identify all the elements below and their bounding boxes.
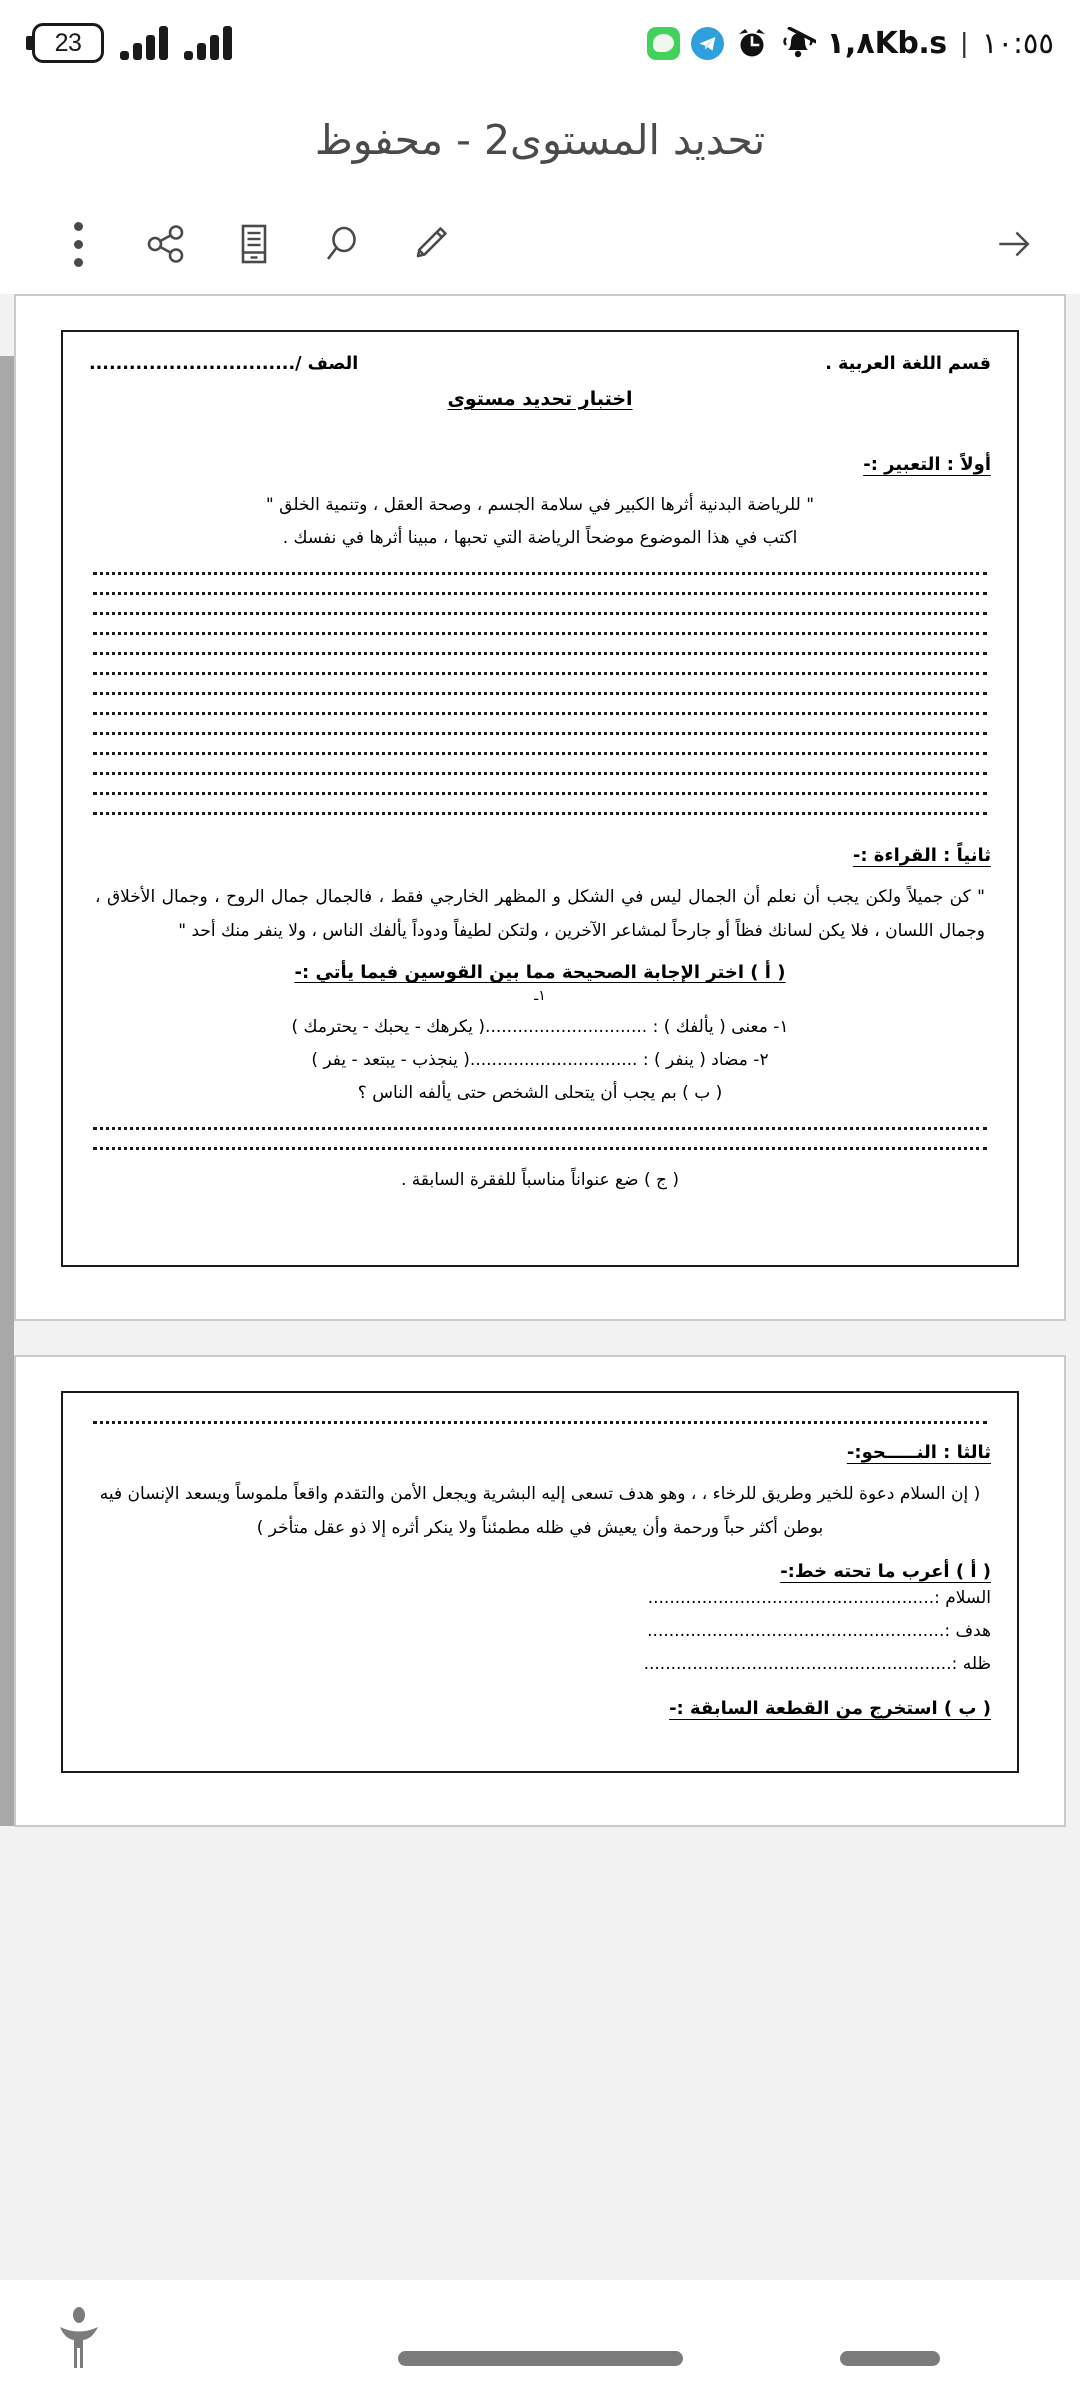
exam-title: اختبار تحديد مستوى — [447, 388, 633, 410]
accessibility-button[interactable] — [52, 2306, 106, 2372]
more-vertical-icon — [74, 222, 83, 267]
document-page-2 — [14, 1355, 1066, 1826]
share-icon — [143, 221, 189, 267]
department-label: قسم اللغة العربية . — [825, 354, 991, 374]
document-header-row — [89, 354, 991, 374]
share-button[interactable] — [122, 200, 210, 288]
telegram-icon — [691, 27, 724, 60]
edit-button[interactable] — [386, 200, 474, 288]
search-button[interactable] — [298, 200, 386, 288]
page-2-content — [61, 1391, 1019, 1772]
section-2 — [89, 839, 991, 1197]
toolbar-left-group — [0, 200, 474, 288]
document-scroll-area[interactable] — [0, 294, 1080, 2280]
signal-bars-icon-2 — [184, 26, 232, 60]
status-bar-right — [647, 26, 1054, 61]
messages-icon — [647, 27, 680, 60]
section-2-passage: " كن جميلاً ولكن يجب أن نعلم أن الجمال ليس في الشكل و المظهر الخارجي فقط ، فالجمال جمال الروح ، وجمال الأخلاق ، وجمال اللسان ، فلا يكن لسانك فظاً أو جارحاً لمشاعر الآخرين ، ولتكن لطيفاً ودوداً يألفك الناس ، ولا ينفر منك أحد " — [95, 887, 985, 942]
arrow-right-icon — [992, 221, 1036, 267]
gap — [89, 1150, 991, 1164]
section-1-title: أولاً : التعبير :- — [863, 454, 991, 475]
gap — [89, 866, 991, 880]
question-a-item-2: ٢- مضاد ( ينفر ) : ...............................( ينجذب - يبتعد - يفر ) — [311, 1049, 769, 1070]
question-b: ( ب ) بم يجب أن يتحلى الشخص حتى يألفه الناس ؟ — [357, 1082, 723, 1103]
page2-question-a-title: ( أ ) أعرب ما تحته خط:- — [780, 1561, 991, 1583]
title-bar — [0, 86, 1080, 194]
gap — [89, 410, 991, 434]
question-c: ( ج ) ضع عنواناً مناسباً للفقرة السابقة . — [400, 1170, 679, 1190]
parse-item-1: السلام :..................................................... — [647, 1588, 991, 1609]
battery-icon — [26, 23, 104, 63]
answer-line[interactable] — [93, 792, 987, 795]
gap — [89, 1719, 991, 1743]
search-icon — [319, 221, 365, 267]
section-1-quote: " للرياضة البدنية أثرها الكبير في سلامة الجسم ، وصحة العقل ، وتنمية الخلق " — [265, 495, 815, 515]
page-1-content — [61, 330, 1019, 1267]
answer-line[interactable] — [93, 592, 987, 595]
parse-item-2: هدف :....................................................... — [647, 1621, 991, 1642]
section-1 — [89, 434, 991, 555]
back-button[interactable] — [992, 200, 1080, 288]
gap — [89, 1424, 991, 1438]
gap — [89, 475, 991, 489]
answer-line[interactable] — [93, 712, 987, 715]
page2-question-a — [89, 1559, 991, 1681]
exam-title-wrap — [89, 388, 991, 410]
section-3 — [89, 1438, 991, 1545]
signal-bars-icon — [120, 26, 168, 60]
answer-line[interactable] — [93, 632, 987, 635]
document-outline-icon — [232, 221, 276, 267]
section-3-title: ثالثا : النـــــحو:- — [846, 1442, 991, 1464]
gap — [89, 374, 991, 388]
section-1-answer-lines — [89, 572, 991, 815]
gap — [89, 1197, 991, 1237]
question-a-marker: ١ـ — [534, 988, 546, 1005]
home-indicator[interactable] — [398, 2351, 683, 2366]
page-title: تحديد المستوى2 - محفوظ — [314, 116, 766, 164]
status-bar-left — [26, 23, 232, 63]
gap — [89, 815, 991, 839]
answer-line[interactable] — [93, 572, 987, 575]
navigation-bar — [0, 2280, 1080, 2400]
accessibility-icon — [52, 2306, 106, 2372]
network-speed-text: ١,٨Kb.s — [826, 25, 947, 61]
answer-line[interactable] — [93, 672, 987, 675]
pencil-icon — [407, 221, 453, 267]
grade-field-label: الصف /............................... — [89, 354, 359, 374]
overflow-menu-button[interactable] — [34, 200, 122, 288]
section-2-title: ثانياً : القراءة :- — [852, 845, 991, 867]
page-separator — [0, 1321, 1080, 1355]
answer-line[interactable] — [93, 652, 987, 655]
section-3-passage: ( إن السلام دعوة للخير وطريق للرخاء ، ، وهو هدف تسعى إليه البشرية ويجعل الأمن والتقدم واقعاً ملموساً ويسعد الإنسان فيه بوطن أكثر حباً ورحمة وأن يعيش في ظله مطمئناً ولا ينكر أثره إلا ذو عقل متأخر ) — [99, 1484, 981, 1539]
vertical-scrollbar[interactable] — [0, 356, 14, 1826]
answer-line[interactable] — [93, 772, 987, 775]
recents-indicator[interactable] — [840, 2351, 940, 2366]
parse-item-3: ظله :......................................................... — [643, 1654, 991, 1675]
question-a-title: ( أ ) اختر الإجابة الصحيحة مما بين القوسين فيما يأتي :- — [294, 962, 786, 984]
toolbar — [0, 194, 1080, 294]
answer-line[interactable] — [93, 1127, 987, 1130]
page2-question-b — [89, 1696, 991, 1719]
answer-line[interactable] — [93, 732, 987, 735]
page2-question-b-title: ( ب ) استخرج من القطعة السابقة :- — [669, 1697, 991, 1719]
answer-line[interactable] — [93, 752, 987, 755]
alarm-clock-icon — [735, 26, 769, 60]
question-a-title-wrap — [89, 962, 991, 983]
section-1-instruction: اكتب في هذا الموضوع موضحاً الرياضة التي تحبها ، مبينا أثرها في نفسك . — [282, 528, 798, 549]
status-separator: | — [960, 27, 968, 58]
outline-button[interactable] — [210, 200, 298, 288]
clock-text: ١٠:٥٥ — [981, 26, 1054, 60]
gap — [89, 1463, 991, 1477]
answer-line[interactable] — [93, 692, 987, 695]
bell-muted-icon — [780, 27, 816, 60]
document-page-1 — [14, 294, 1066, 1321]
question-a-item-1: ١- معنى ( يألفك ) : ..............................( يكرهك - يحبك - يحترمك ) — [291, 1016, 789, 1037]
answer-line[interactable] — [93, 612, 987, 615]
status-bar — [0, 0, 1080, 86]
battery-level-text: 23 — [32, 23, 104, 63]
gap — [89, 1545, 991, 1559]
gap — [89, 1682, 991, 1696]
gap — [89, 948, 991, 962]
